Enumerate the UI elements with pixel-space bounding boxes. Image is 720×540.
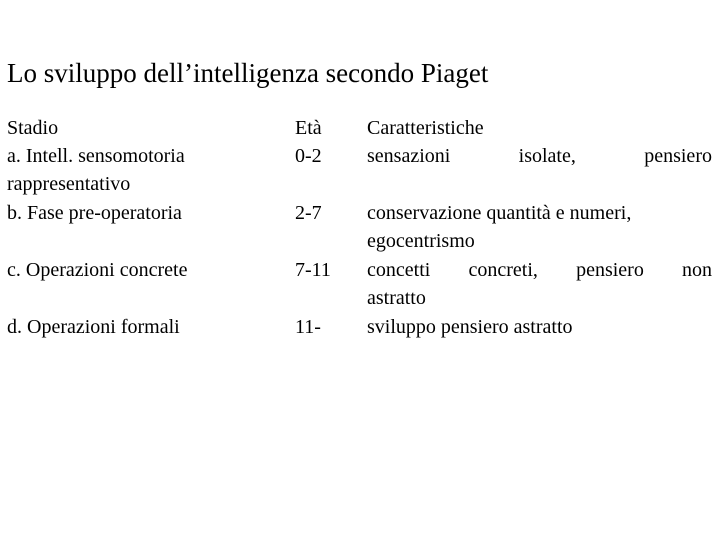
row-c-stadio: c. Operazioni concrete xyxy=(7,259,188,281)
row-a-word-2: isolate, xyxy=(518,145,576,167)
row-c-word-3: pensiero xyxy=(576,259,644,281)
row-b-eta: 2-7 xyxy=(295,202,322,224)
header-eta: Età xyxy=(295,117,322,139)
slide-title: Lo sviluppo dell’intelligenza secondo Piaget xyxy=(7,58,489,88)
row-a-word-1: sensazioni xyxy=(367,145,451,167)
row-a-word-3: pensiero xyxy=(644,145,712,167)
row-a-eta: 0-2 xyxy=(295,145,322,167)
row-a-caratteristiche xyxy=(367,142,712,170)
row-d-eta: 11- xyxy=(295,316,321,338)
row-b-caratteristiche-line2: egocentrismo xyxy=(367,230,475,252)
header-stadio: Stadio xyxy=(7,117,59,139)
row-c-word-2: concreti, xyxy=(468,259,538,281)
row-c-word-4: non xyxy=(682,259,712,281)
row-c-word-1: concetti xyxy=(367,259,431,281)
row-c-caratteristiche-line2: astratto xyxy=(367,287,426,309)
row-d-caratteristiche-line1: sviluppo pensiero astratto xyxy=(367,316,573,338)
row-c-eta: 7-11 xyxy=(295,259,331,281)
row-a-stadio-continuation: rappresentativo xyxy=(7,173,131,195)
row-b-stadio: b. Fase pre-operatoria xyxy=(7,202,182,224)
row-d-stadio: d. Operazioni formali xyxy=(7,316,180,338)
header-caratteristiche: Caratteristiche xyxy=(367,117,484,139)
row-a-stadio: a. Intell. sensomotoria xyxy=(7,145,185,167)
row-b-caratteristiche-line1: conservazione quantità e numeri, xyxy=(367,202,632,224)
row-c-caratteristiche-line1 xyxy=(367,256,712,284)
